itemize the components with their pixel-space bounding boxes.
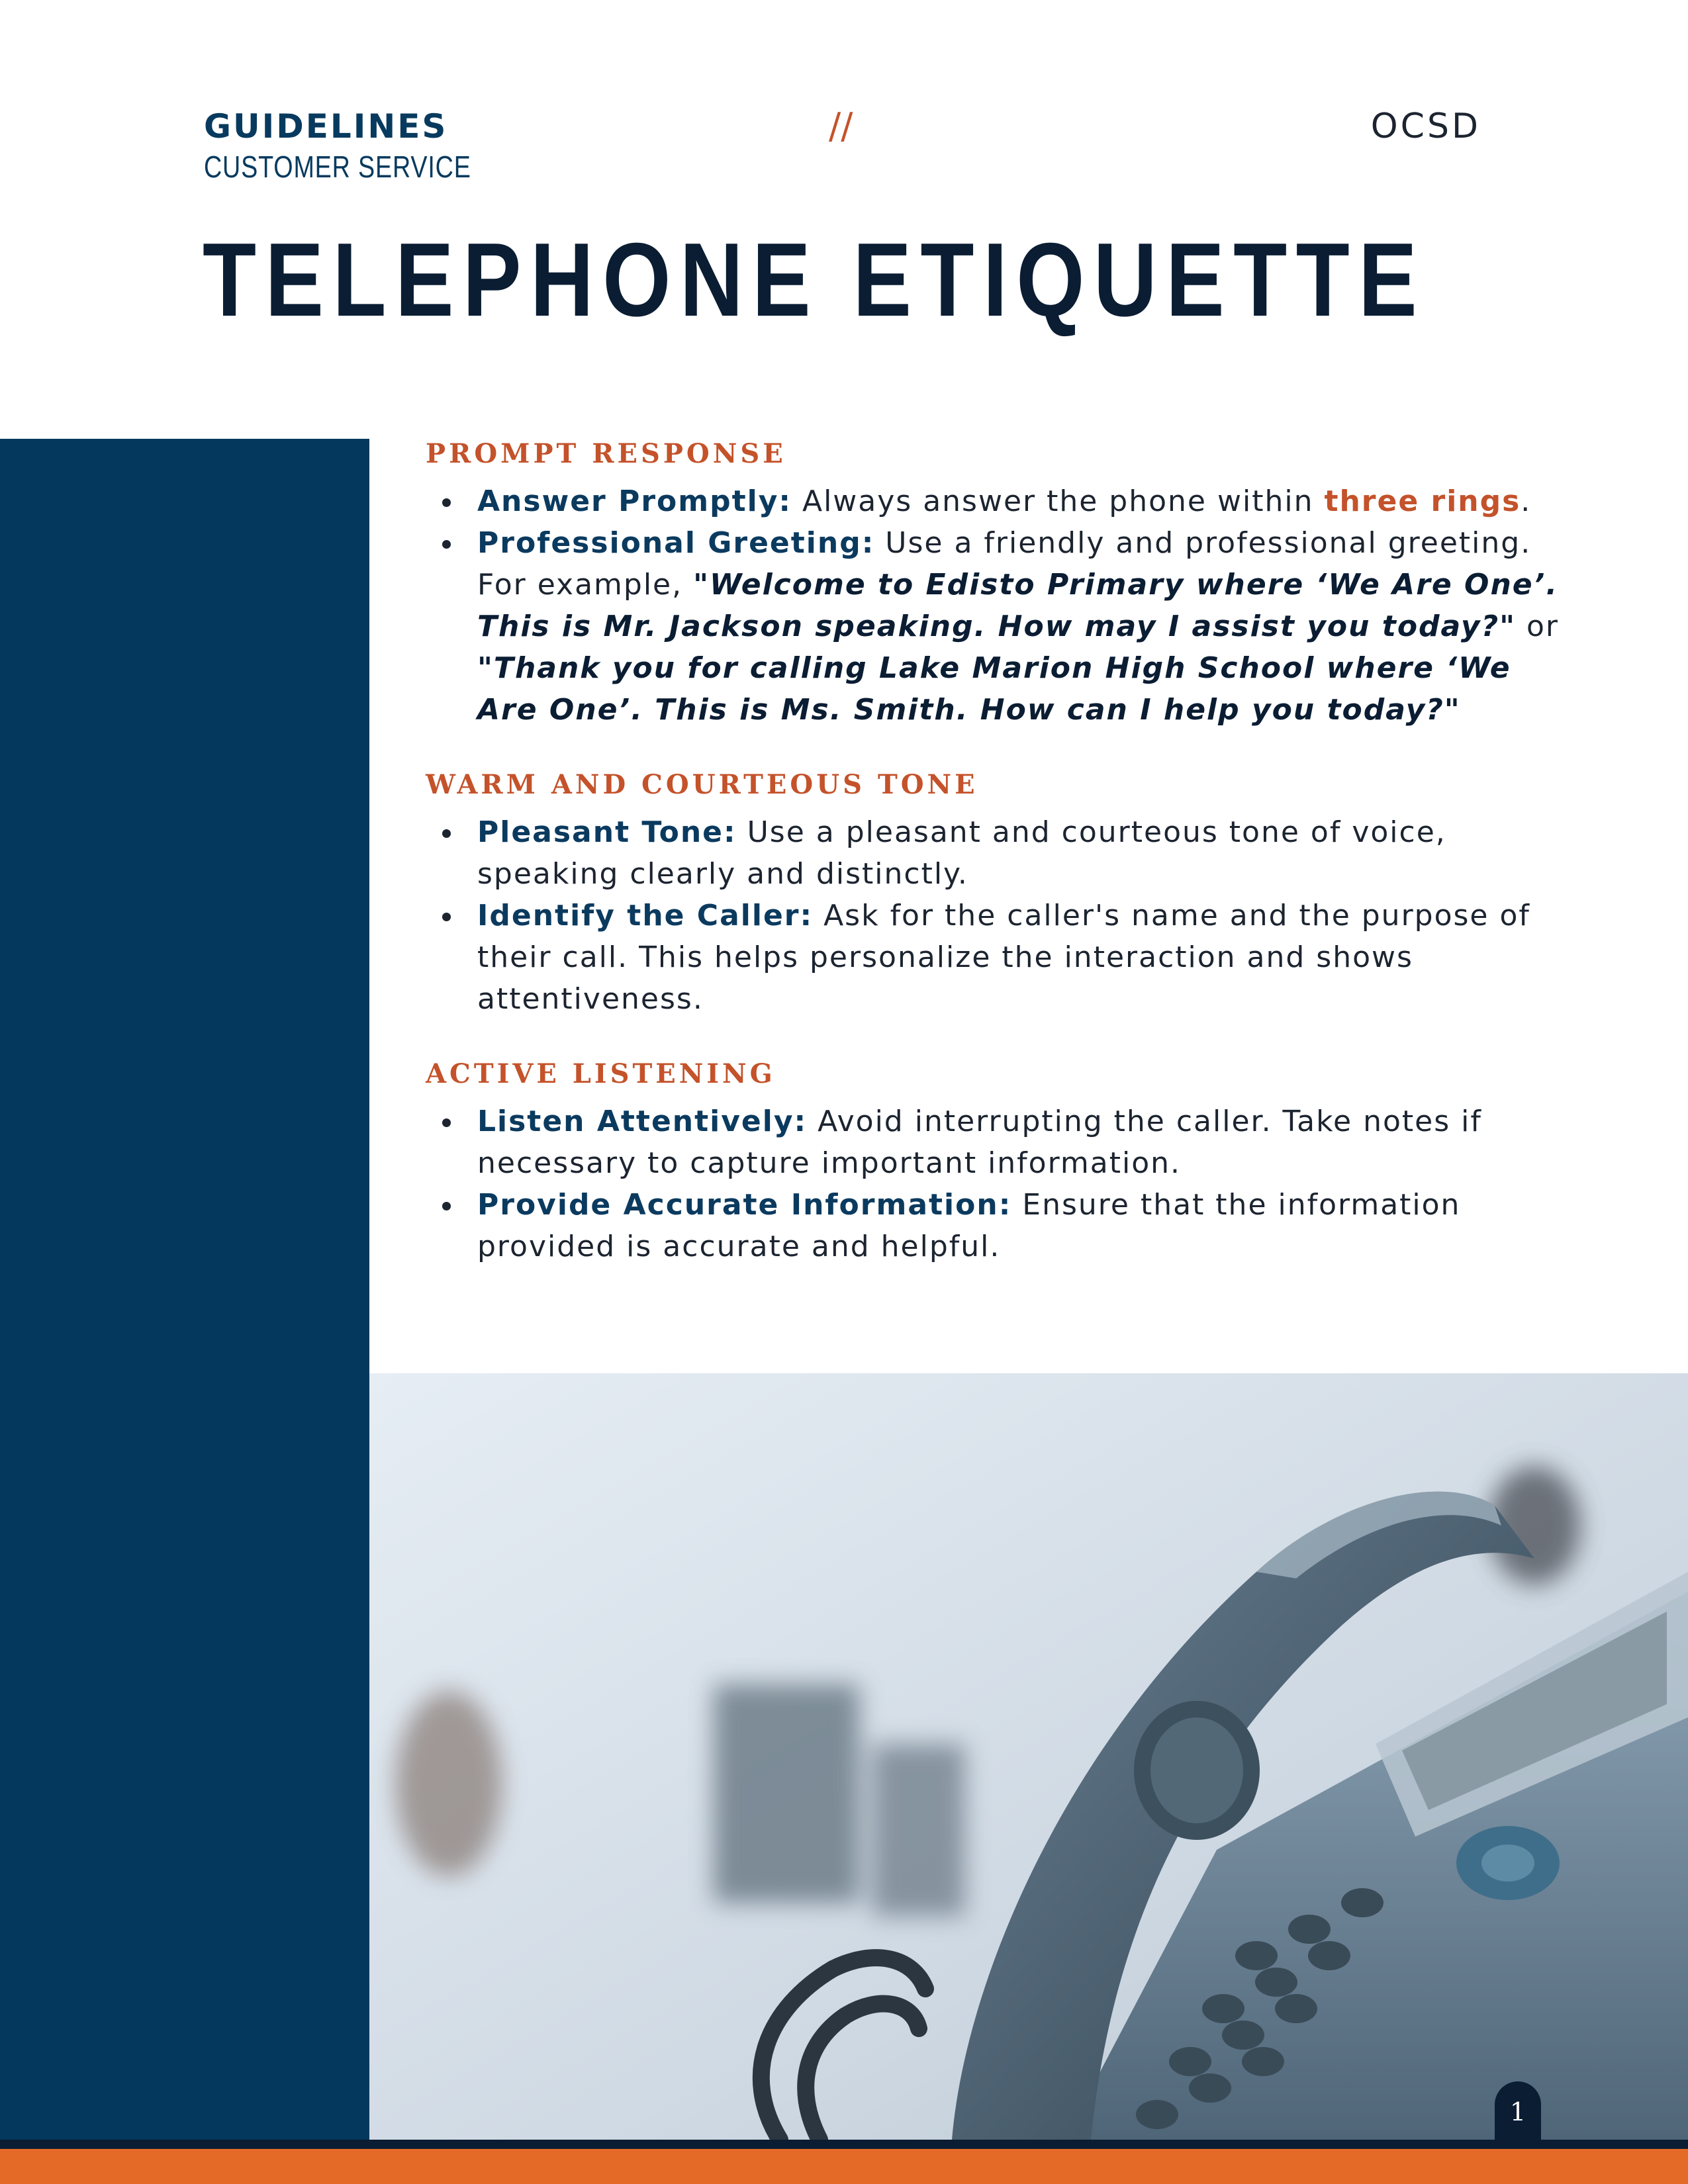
item-text: Avoid interrupting the caller. Take notes if necessary to capture important information. <box>477 1105 1482 1180</box>
footer-orange-stripe <box>0 2149 1688 2184</box>
header-left <box>204 105 530 185</box>
item-text: Always answer the phone within <box>792 484 1325 518</box>
item-text: Use a pleasant and courteous tone of voice, speaking clearly and distinctly. <box>477 815 1446 891</box>
section-title: ACTIVE LISTENING <box>426 1058 776 1089</box>
list-item <box>426 1184 1564 1267</box>
section-active-listening <box>426 1057 1564 1267</box>
list-item <box>426 811 1564 895</box>
bullet-list <box>426 1101 1564 1267</box>
header-sublabel: CUSTOMER SERVICE <box>204 150 471 184</box>
list-item <box>426 1101 1564 1184</box>
section-warm-courteous-tone <box>426 768 1564 1020</box>
page-title: TELEPHONE ETIQUETTE <box>203 222 1427 338</box>
header-org: OCSD <box>1370 107 1481 146</box>
section-prompt-response <box>426 437 1564 731</box>
bullet-list <box>426 811 1564 1020</box>
item-lead: Listen Attentively: <box>477 1105 808 1138</box>
list-item <box>426 522 1564 731</box>
example-quote: "Welcome to Edisto Primary where ‘We Are One’. This is Mr. Jackson speaking. How may I assist you today?" <box>477 568 1559 643</box>
item-end: . <box>1521 484 1532 518</box>
section-title: WARM AND COURTEOUS TONE <box>426 769 978 800</box>
item-text: Ask for the caller's name and the purpose of their call. This helps personalize the interaction and shows attentiveness. <box>477 899 1530 1016</box>
item-text: Use a friendly and professional greeting. For example, <box>477 526 1532 602</box>
header-separator: // <box>829 105 853 147</box>
item-lead: Answer Promptly: <box>477 484 792 518</box>
item-lead: Provide Accurate Information: <box>477 1188 1012 1222</box>
footer-navy-stripe <box>0 2140 1688 2149</box>
item-lead: Identify the Caller: <box>477 899 814 933</box>
item-lead: Professional Greeting: <box>477 526 875 560</box>
item-connector: or <box>1516 610 1560 643</box>
telephone-photo <box>369 1373 1688 2140</box>
item-highlight: three rings <box>1324 484 1521 518</box>
section-title: PROMPT RESPONSE <box>426 438 786 469</box>
item-lead: Pleasant Tone: <box>477 815 737 849</box>
header-label: GUIDELINES <box>204 107 448 146</box>
example-quote: "Thank you for calling Lake Marion High School where ‘We Are One’. This is Ms. Smith. How can I help you today?" <box>477 651 1511 727</box>
item-text: Ensure that the information provided is accurate and helpful. <box>477 1188 1461 1263</box>
content-column <box>426 437 1564 1304</box>
page-number-badge: 1 <box>1495 2081 1541 2142</box>
bullet-list <box>426 480 1564 731</box>
list-item <box>426 895 1564 1020</box>
list-item <box>426 480 1564 522</box>
side-color-bar <box>0 439 369 2140</box>
